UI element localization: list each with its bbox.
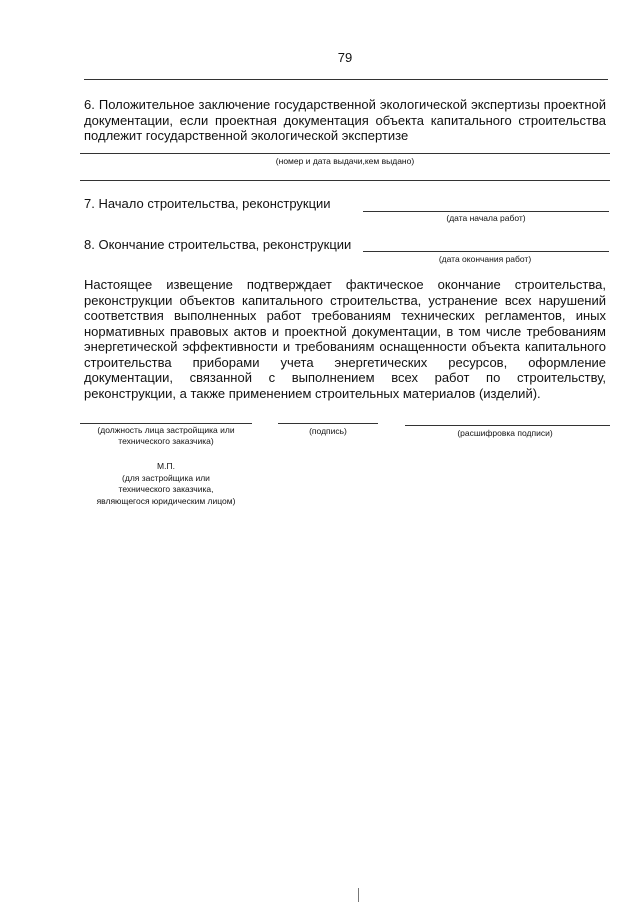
- signature-line: [278, 423, 378, 424]
- decoding-line: [405, 425, 610, 426]
- position-caption-line-1: (должность лица застройщика или: [97, 425, 235, 435]
- notice-line-8: реконструкции, а также применением строительных материалов (изделий).: [84, 385, 541, 401]
- stamp-line-2: технического заказчика,: [118, 484, 214, 494]
- notice-line-4: нормативных правовых актов и проектной документации, в том числе требованиям: [84, 323, 606, 339]
- notice-paragraph: [84, 277, 606, 401]
- position-caption-line-2: технического заказчика): [118, 436, 214, 446]
- page-number: 79: [337, 50, 353, 65]
- stamp-block: [76, 461, 256, 507]
- section-6-text: [84, 97, 606, 144]
- scan-mark: [358, 888, 359, 902]
- section-8-caption: (дата окончания работ): [438, 254, 532, 264]
- signature-caption: (подпись): [309, 426, 347, 436]
- section-8-label: 8. Окончание строительства, реконструкции: [84, 237, 352, 252]
- stamp-line-3: являющегося юридическим лицом): [96, 495, 236, 506]
- section-6-line-3: подлежит государственной экологической экспертизе: [84, 128, 409, 143]
- stamp-mp: М.П.: [157, 461, 175, 471]
- notice-line-5: энергетической эффективности и требованиям оснащенности объекта капитального: [84, 339, 606, 354]
- top-rule: [84, 79, 608, 80]
- section-6-fill-line: [80, 153, 610, 154]
- section-8-fill-line: [363, 251, 609, 252]
- notice-line-1: Настоящее извещение подтверждает фактическое окончание строительства,: [84, 277, 606, 292]
- section-7-fill-line: [363, 211, 609, 212]
- section-6-second-line: [80, 180, 610, 181]
- section-7-caption: (дата начала работ): [446, 213, 526, 223]
- notice-line-7: документации, связанной с выполнением всех работ по строительству,: [84, 370, 606, 385]
- section-6-caption: (номер и дата выдачи,кем выдано): [275, 156, 415, 166]
- section-6-line-2: документации, если проектная документация объекта капитального строительства: [84, 112, 606, 128]
- position-caption: [76, 425, 256, 447]
- decoding-caption: (расшифровка подписи): [457, 428, 553, 438]
- stamp-line-1: (для застройщика или: [122, 472, 210, 483]
- notice-line-6: строительства приборами учета энергетических ресурсов, оформление: [84, 354, 606, 370]
- notice-line-2: реконструкции объектов капитального строительства, устранение всех нарушений: [84, 292, 606, 308]
- section-6-line-1: 6. Положительное заключение государственной экологической экспертизы проектной: [84, 97, 606, 112]
- notice-line-3: соответствия выполненных работ требованиям технических регламентов, иных: [84, 308, 606, 323]
- position-line: [80, 423, 252, 424]
- section-7-label: 7. Начало строительства, реконструкции: [84, 196, 331, 211]
